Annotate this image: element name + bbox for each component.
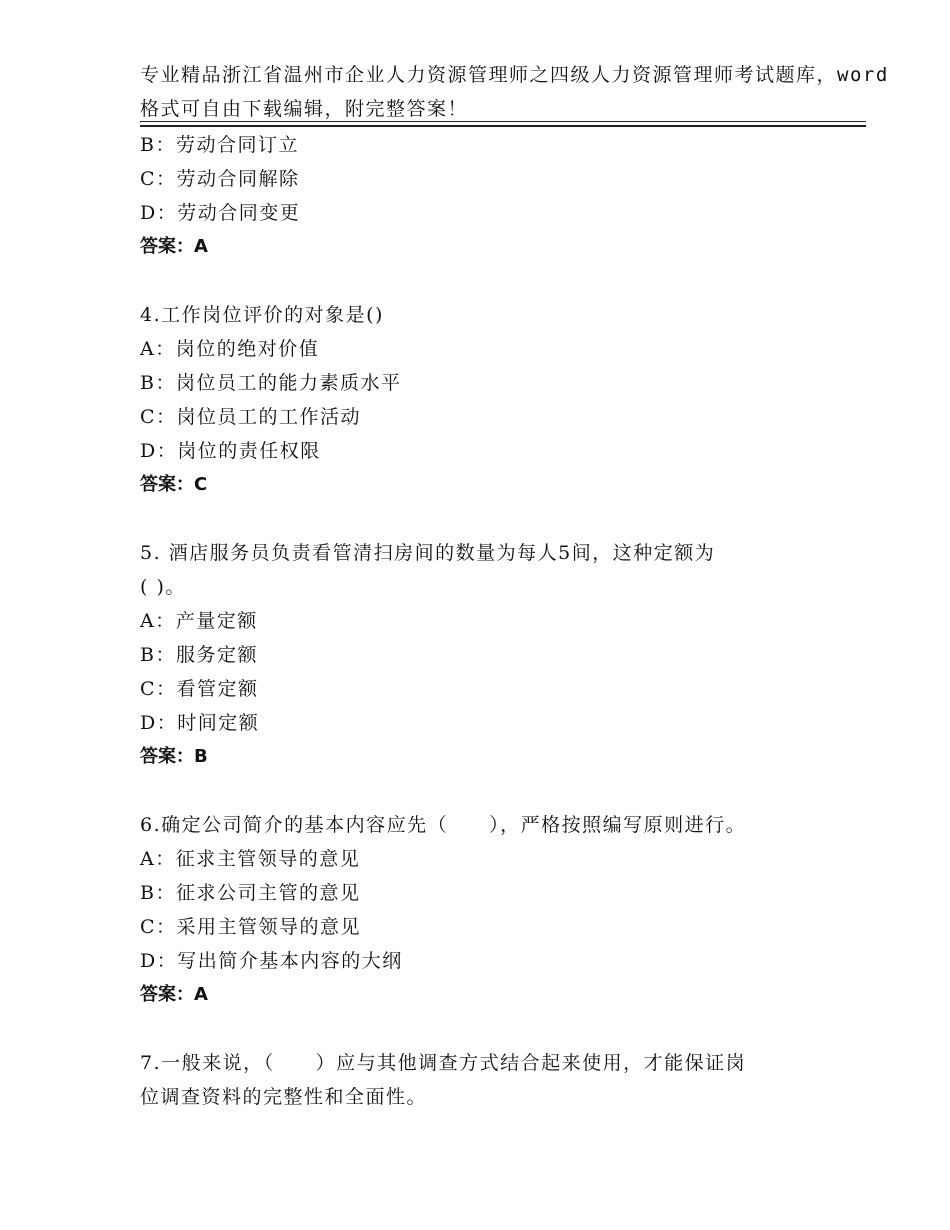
q3-option-d: D：劳动合同变更 — [140, 202, 301, 224]
q4-option-b: B：岗位员工的能力素质水平 — [140, 372, 402, 394]
spacer — [140, 1012, 840, 1046]
q6-option-d: D：写出简介基本内容的大纲 — [140, 950, 403, 972]
q7-stem-line-1: 7.一般来说，（ ）应与其他调查方式结合起来使用，才能保证岗 — [140, 1052, 747, 1074]
q3-answer: 答案：A — [140, 236, 208, 257]
q5-option-a: A：产量定额 — [140, 610, 258, 632]
question-list — [140, 128, 840, 1114]
q6-option-c: C：采用主管领导的意见 — [140, 916, 362, 938]
q6-option-b: B：征求公司主管的意见 — [140, 882, 361, 904]
spacer — [140, 264, 840, 298]
q5-answer: 答案：B — [140, 746, 208, 767]
header-divider — [140, 121, 866, 127]
q6-answer: 答案：A — [140, 984, 208, 1005]
q5-option-b: B：服务定额 — [140, 644, 258, 666]
q5-stem-line-1: 5. 酒店服务员负责看管清扫房间的数量为每人5间，这种定额为 — [140, 542, 716, 564]
document-header — [140, 58, 889, 126]
q6-stem: 6.确定公司简介的基本内容应先（ ），严格按照编写原则进行。 — [140, 814, 747, 836]
q3-option-b: B：劳动合同订立 — [140, 134, 299, 156]
header-line-2: 格式可自由下载编辑，附完整答案！ — [140, 98, 469, 120]
q5-option-c: C：看管定额 — [140, 678, 259, 700]
q4-option-a: A：岗位的绝对价值 — [140, 338, 320, 360]
q5-option-d: D：时间定额 — [140, 712, 260, 734]
q6-option-a: A：征求主管领导的意见 — [140, 848, 361, 870]
q3-option-c: C：劳动合同解除 — [140, 168, 300, 190]
header-line-1: 专业精品浙江省温州市企业人力资源管理师之四级人力资源管理师考试题库，word — [140, 64, 889, 86]
q4-stem: 4.工作岗位评价的对象是() — [140, 304, 384, 326]
q7-stem-line-2: 位调查资料的完整性和全面性。 — [140, 1086, 428, 1108]
q4-option-d: D：岗位的责任权限 — [140, 440, 321, 462]
q5-stem-line-2: ( )。 — [140, 576, 186, 598]
spacer — [140, 502, 840, 536]
spacer — [140, 774, 840, 808]
q4-answer: 答案：C — [140, 474, 208, 495]
q4-option-c: C：岗位员工的工作活动 — [140, 406, 362, 428]
